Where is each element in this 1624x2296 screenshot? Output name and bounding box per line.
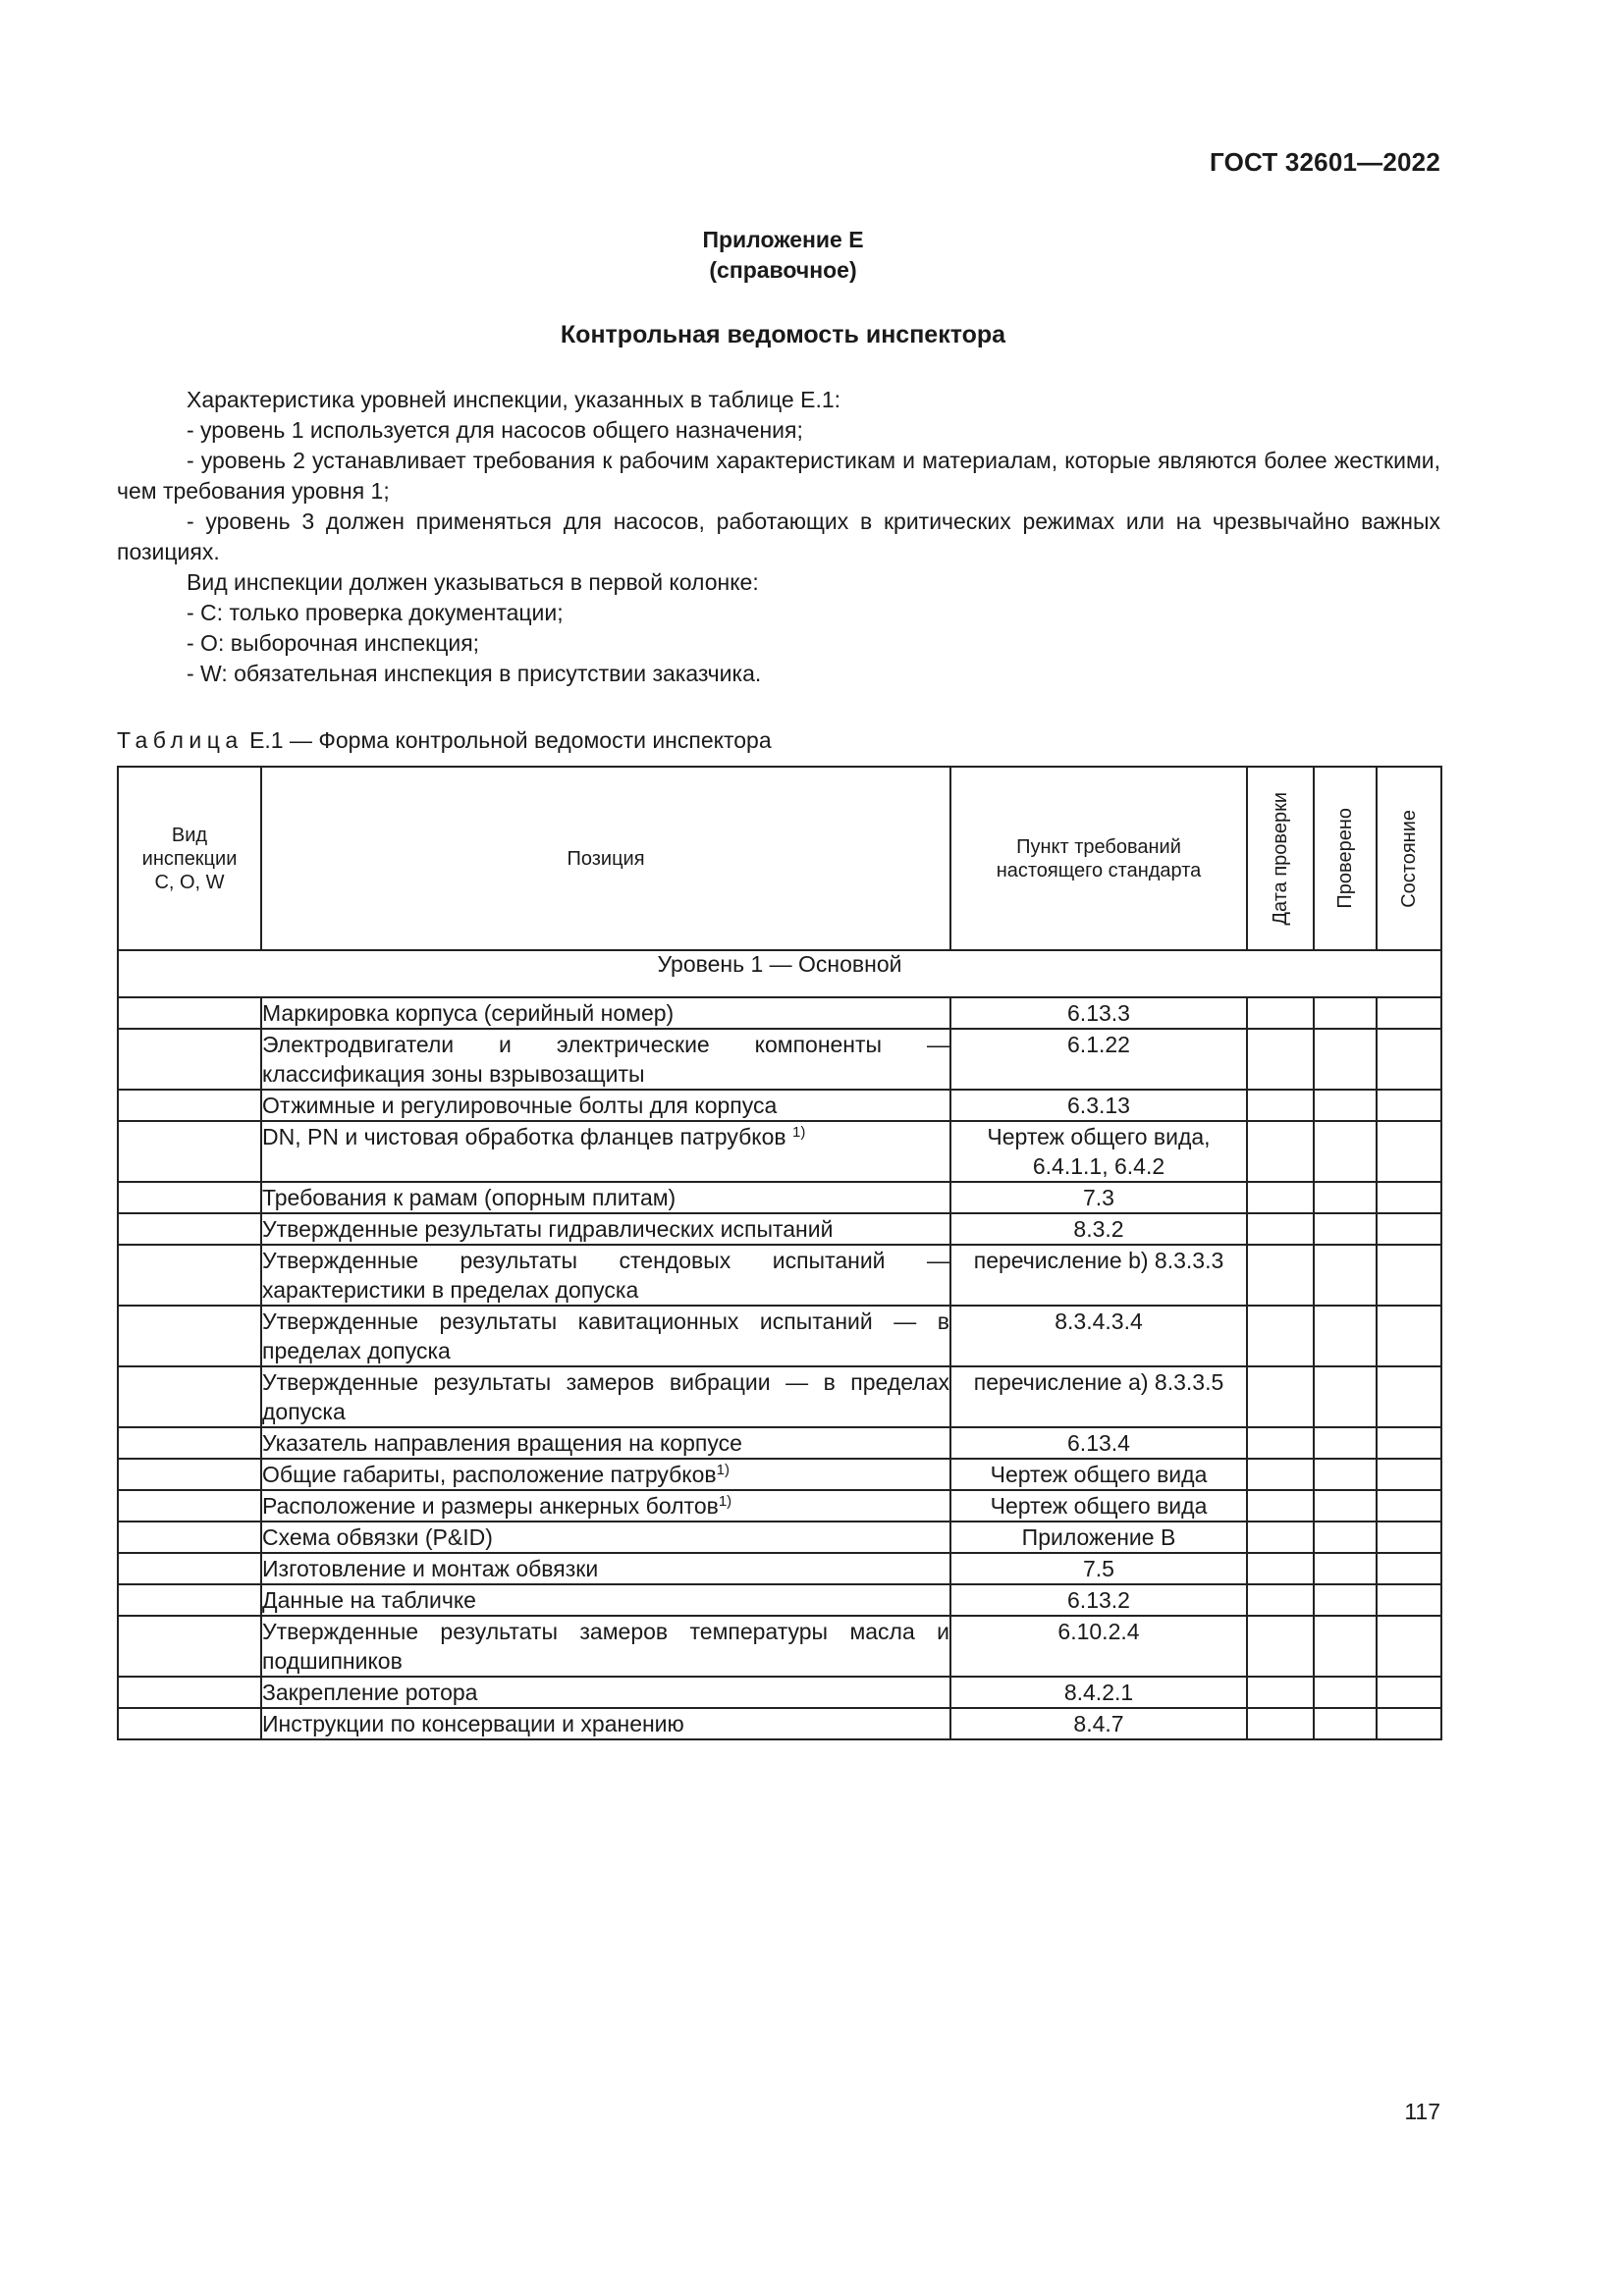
footnote-mark: 1) bbox=[718, 1493, 732, 1510]
cell-reference: Чертеж общего вида bbox=[950, 1490, 1247, 1522]
cell-checked[interactable] bbox=[1314, 1522, 1377, 1553]
intro-kind-lead: Вид инспекции должен указываться в первой колонке: bbox=[187, 569, 759, 595]
cell-status[interactable] bbox=[1377, 1427, 1441, 1459]
cell-checked[interactable] bbox=[1314, 1677, 1377, 1708]
header-checked-label: Проверено bbox=[1334, 808, 1356, 909]
standard-header: ГОСТ 32601—2022 bbox=[1210, 147, 1440, 177]
cell-kind[interactable] bbox=[118, 1182, 261, 1213]
table-row bbox=[118, 1490, 1441, 1522]
intro-kind-w: - W: обязательная инспекция в присутствии заказчика. bbox=[187, 661, 762, 686]
position-text: Утвержденные результаты стендовых испытаний — характеристики в пределах допуска bbox=[262, 1248, 949, 1303]
cell-date[interactable] bbox=[1247, 1213, 1314, 1245]
cell-kind[interactable] bbox=[118, 1213, 261, 1245]
cell-position bbox=[261, 1182, 950, 1213]
position-text: Утвержденные результаты замеров температуры масла и подшипников bbox=[262, 1619, 949, 1674]
table-row bbox=[118, 1090, 1441, 1121]
cell-date[interactable] bbox=[1247, 1708, 1314, 1739]
header-position: Позиция bbox=[261, 767, 950, 950]
cell-reference: 6.10.2.4 bbox=[950, 1616, 1247, 1677]
cell-kind[interactable] bbox=[118, 1522, 261, 1553]
footnote-mark: 1) bbox=[791, 1124, 806, 1141]
header-date-label: Дата проверки bbox=[1270, 791, 1291, 926]
position-text: Изготовление и монтаж обвязки bbox=[262, 1556, 599, 1581]
cell-status[interactable] bbox=[1377, 1306, 1441, 1366]
cell-reference: 6.13.2 bbox=[950, 1584, 1247, 1616]
cell-reference: Чертеж общего вида bbox=[950, 1459, 1247, 1490]
cell-position bbox=[261, 1029, 950, 1090]
table-row bbox=[118, 1182, 1441, 1213]
cell-status[interactable] bbox=[1377, 1366, 1441, 1427]
cell-reference: 8.3.4.3.4 bbox=[950, 1306, 1247, 1366]
position-text: Утвержденные результаты гидравлических испытаний bbox=[262, 1216, 834, 1242]
position-text: Закрепление ротора bbox=[262, 1680, 478, 1705]
header-checked bbox=[1314, 767, 1377, 950]
cell-status[interactable] bbox=[1377, 1522, 1441, 1553]
cell-status[interactable] bbox=[1377, 1090, 1441, 1121]
position-text: Указатель направления вращения на корпусе bbox=[262, 1430, 742, 1456]
cell-checked[interactable] bbox=[1314, 1708, 1377, 1739]
cell-kind[interactable] bbox=[118, 1490, 261, 1522]
cell-position bbox=[261, 1708, 950, 1739]
table-row bbox=[118, 1306, 1441, 1366]
cell-position bbox=[261, 1522, 950, 1553]
cell-date[interactable] bbox=[1247, 1306, 1314, 1366]
table-caption-text: Е.1 — Форма контрольной ведомости инспектора bbox=[243, 727, 772, 753]
position-text: Электродвигатели и электрические компоненты — классификация зоны взрывозащиты bbox=[262, 1032, 949, 1087]
cell-status[interactable] bbox=[1377, 1490, 1441, 1522]
cell-status[interactable] bbox=[1377, 1553, 1441, 1584]
cell-reference: Приложение В bbox=[950, 1522, 1247, 1553]
cell-position bbox=[261, 1616, 950, 1677]
intro-text bbox=[117, 385, 1440, 689]
table-row bbox=[118, 1213, 1441, 1245]
cell-reference: 7.5 bbox=[950, 1553, 1247, 1584]
cell-status[interactable] bbox=[1377, 1616, 1441, 1677]
table-row bbox=[118, 1121, 1441, 1182]
position-text: Инструкции по консервации и хранению bbox=[262, 1711, 684, 1736]
position-text: Схема обвязки (P&ID) bbox=[262, 1524, 493, 1550]
cell-checked[interactable] bbox=[1314, 1427, 1377, 1459]
cell-status[interactable] bbox=[1377, 997, 1441, 1029]
cell-position bbox=[261, 1427, 950, 1459]
intro-level3: - уровень 3 должен применяться для насосов, работающих в критических режимах или на чрезвычайно важных позициях. bbox=[117, 508, 1440, 564]
appendix-title: Приложение Е bbox=[702, 227, 864, 252]
cell-date[interactable] bbox=[1247, 1427, 1314, 1459]
cell-date[interactable] bbox=[1247, 1616, 1314, 1677]
position-text: Утвержденные результаты кавитационных испытаний — в пределах допуска bbox=[262, 1308, 949, 1363]
cell-checked[interactable] bbox=[1314, 1306, 1377, 1366]
cell-kind[interactable] bbox=[118, 1459, 261, 1490]
cell-position bbox=[261, 1121, 950, 1182]
appendix-subtitle: (справочное) bbox=[709, 257, 857, 283]
cell-reference: Чертеж общего вида, 6.4.1.1, 6.4.2 bbox=[950, 1121, 1247, 1182]
cell-kind[interactable] bbox=[118, 1616, 261, 1677]
cell-reference: 8.3.2 bbox=[950, 1213, 1247, 1245]
footnote-mark: 1) bbox=[716, 1462, 730, 1478]
cell-status[interactable] bbox=[1377, 1245, 1441, 1306]
header-reference-label: Пункт требований настоящего стандарта bbox=[996, 835, 1202, 881]
page-number: 117 bbox=[1404, 2099, 1440, 2124]
cell-reference: перечисление а) 8.3.3.5 bbox=[950, 1366, 1247, 1427]
cell-checked[interactable] bbox=[1314, 1121, 1377, 1182]
inspection-table bbox=[117, 766, 1442, 1740]
cell-status[interactable] bbox=[1377, 1029, 1441, 1090]
cell-reference: 6.1.22 bbox=[950, 1029, 1247, 1090]
position-text: Данные на табличке bbox=[262, 1587, 476, 1613]
cell-kind[interactable] bbox=[118, 997, 261, 1029]
cell-kind[interactable] bbox=[118, 1553, 261, 1584]
header-reference bbox=[950, 767, 1247, 950]
header-kind bbox=[118, 767, 261, 950]
cell-reference: 6.3.13 bbox=[950, 1090, 1247, 1121]
table-row bbox=[118, 997, 1441, 1029]
cell-status[interactable] bbox=[1377, 1459, 1441, 1490]
table-caption-prefix: Таблица bbox=[117, 727, 244, 753]
document-title: Контрольная ведомость инспектора bbox=[560, 321, 1006, 348]
cell-status[interactable] bbox=[1377, 1213, 1441, 1245]
cell-date[interactable] bbox=[1247, 1522, 1314, 1553]
header-status-label: Состояние bbox=[1398, 809, 1420, 908]
cell-date[interactable] bbox=[1247, 1677, 1314, 1708]
table-row bbox=[118, 1677, 1441, 1708]
position-text: Требования к рамам (опорным плитам) bbox=[262, 1185, 677, 1210]
cell-date[interactable] bbox=[1247, 1121, 1314, 1182]
position-text: Маркировка корпуса (серийный номер) bbox=[262, 1000, 675, 1026]
cell-checked[interactable] bbox=[1314, 1553, 1377, 1584]
table-row bbox=[118, 1553, 1441, 1584]
cell-reference: 8.4.7 bbox=[950, 1708, 1247, 1739]
cell-reference: перечисление b) 8.3.3.3 bbox=[950, 1245, 1247, 1306]
table-row bbox=[118, 1584, 1441, 1616]
cell-status[interactable] bbox=[1377, 1182, 1441, 1213]
intro-level2: - уровень 2 устанавливает требования к рабочим характеристикам и материалам, которые являются более жесткими, чем требования уровня 1; bbox=[117, 448, 1440, 504]
cell-status[interactable] bbox=[1377, 1584, 1441, 1616]
cell-position bbox=[261, 1245, 950, 1306]
cell-position bbox=[261, 1306, 950, 1366]
position-text: Утвержденные результаты замеров вибрации — в пределах допуска bbox=[262, 1369, 949, 1424]
cell-checked[interactable] bbox=[1314, 1616, 1377, 1677]
position-text: DN, PN и чистовая обработка фланцев патрубков bbox=[262, 1124, 792, 1149]
cell-reference: 6.13.4 bbox=[950, 1427, 1247, 1459]
cell-checked[interactable] bbox=[1314, 1490, 1377, 1522]
table-row bbox=[118, 1459, 1441, 1490]
cell-reference: 8.4.2.1 bbox=[950, 1677, 1247, 1708]
cell-position bbox=[261, 1584, 950, 1616]
cell-position bbox=[261, 1090, 950, 1121]
cell-checked[interactable] bbox=[1314, 1459, 1377, 1490]
cell-checked[interactable] bbox=[1314, 997, 1377, 1029]
cell-position bbox=[261, 1553, 950, 1584]
cell-checked[interactable] bbox=[1314, 1366, 1377, 1427]
cell-status[interactable] bbox=[1377, 1677, 1441, 1708]
position-text: Расположение и размеры анкерных болтов bbox=[262, 1493, 719, 1519]
cell-date[interactable] bbox=[1247, 1366, 1314, 1427]
cell-position bbox=[261, 1490, 950, 1522]
table-row bbox=[118, 1522, 1441, 1553]
position-text: Общие габариты, расположение патрубков bbox=[262, 1462, 717, 1487]
cell-kind[interactable] bbox=[118, 1584, 261, 1616]
level-row bbox=[118, 950, 1441, 997]
intro-level1: - уровень 1 используется для насосов общего назначения; bbox=[187, 417, 803, 443]
cell-position bbox=[261, 1677, 950, 1708]
table-row bbox=[118, 1616, 1441, 1677]
cell-position bbox=[261, 1366, 950, 1427]
cell-date[interactable] bbox=[1247, 1553, 1314, 1584]
cell-checked[interactable] bbox=[1314, 1213, 1377, 1245]
cell-reference: 6.13.3 bbox=[950, 997, 1247, 1029]
cell-reference: 7.3 bbox=[950, 1182, 1247, 1213]
cell-kind[interactable] bbox=[118, 1708, 261, 1739]
table-row bbox=[118, 1708, 1441, 1739]
cell-checked[interactable] bbox=[1314, 1090, 1377, 1121]
cell-date[interactable] bbox=[1247, 1584, 1314, 1616]
cell-date[interactable] bbox=[1247, 1490, 1314, 1522]
cell-kind[interactable] bbox=[118, 1029, 261, 1090]
table-row bbox=[118, 1029, 1441, 1090]
cell-kind[interactable] bbox=[118, 1366, 261, 1427]
header-status bbox=[1377, 767, 1441, 950]
cell-status[interactable] bbox=[1377, 1708, 1441, 1739]
cell-date[interactable] bbox=[1247, 1090, 1314, 1121]
position-text: Отжимные и регулировочные болты для корпуса bbox=[262, 1093, 778, 1118]
cell-date[interactable] bbox=[1247, 1245, 1314, 1306]
cell-status[interactable] bbox=[1377, 1121, 1441, 1182]
cell-date[interactable] bbox=[1247, 1029, 1314, 1090]
table-row bbox=[118, 1366, 1441, 1427]
cell-date[interactable] bbox=[1247, 997, 1314, 1029]
cell-date[interactable] bbox=[1247, 1182, 1314, 1213]
cell-position bbox=[261, 1459, 950, 1490]
table-caption bbox=[117, 727, 772, 754]
intro-kind-o: - О: выборочная инспекция; bbox=[187, 630, 480, 656]
cell-kind[interactable] bbox=[118, 1121, 261, 1182]
cell-checked[interactable] bbox=[1314, 1584, 1377, 1616]
table-row bbox=[118, 1245, 1441, 1306]
cell-kind[interactable] bbox=[118, 1677, 261, 1708]
header-kind-label: Вид инспекции С, О, W bbox=[141, 824, 238, 893]
cell-position bbox=[261, 1213, 950, 1245]
intro-lead: Характеристика уровней инспекции, указанных в таблице Е.1: bbox=[187, 387, 841, 412]
intro-kind-c: - С: только проверка документации; bbox=[187, 600, 564, 625]
cell-checked[interactable] bbox=[1314, 1182, 1377, 1213]
cell-checked[interactable] bbox=[1314, 1029, 1377, 1090]
cell-checked[interactable] bbox=[1314, 1245, 1377, 1306]
cell-kind[interactable] bbox=[118, 1427, 261, 1459]
cell-position bbox=[261, 997, 950, 1029]
cell-kind[interactable] bbox=[118, 1090, 261, 1121]
cell-date[interactable] bbox=[1247, 1459, 1314, 1490]
cell-kind[interactable] bbox=[118, 1245, 261, 1306]
table-row bbox=[118, 1427, 1441, 1459]
cell-kind[interactable] bbox=[118, 1306, 261, 1366]
header-date bbox=[1247, 767, 1314, 950]
level-label: Уровень 1 — Основной bbox=[118, 950, 1441, 997]
table-header-row bbox=[118, 767, 1441, 950]
